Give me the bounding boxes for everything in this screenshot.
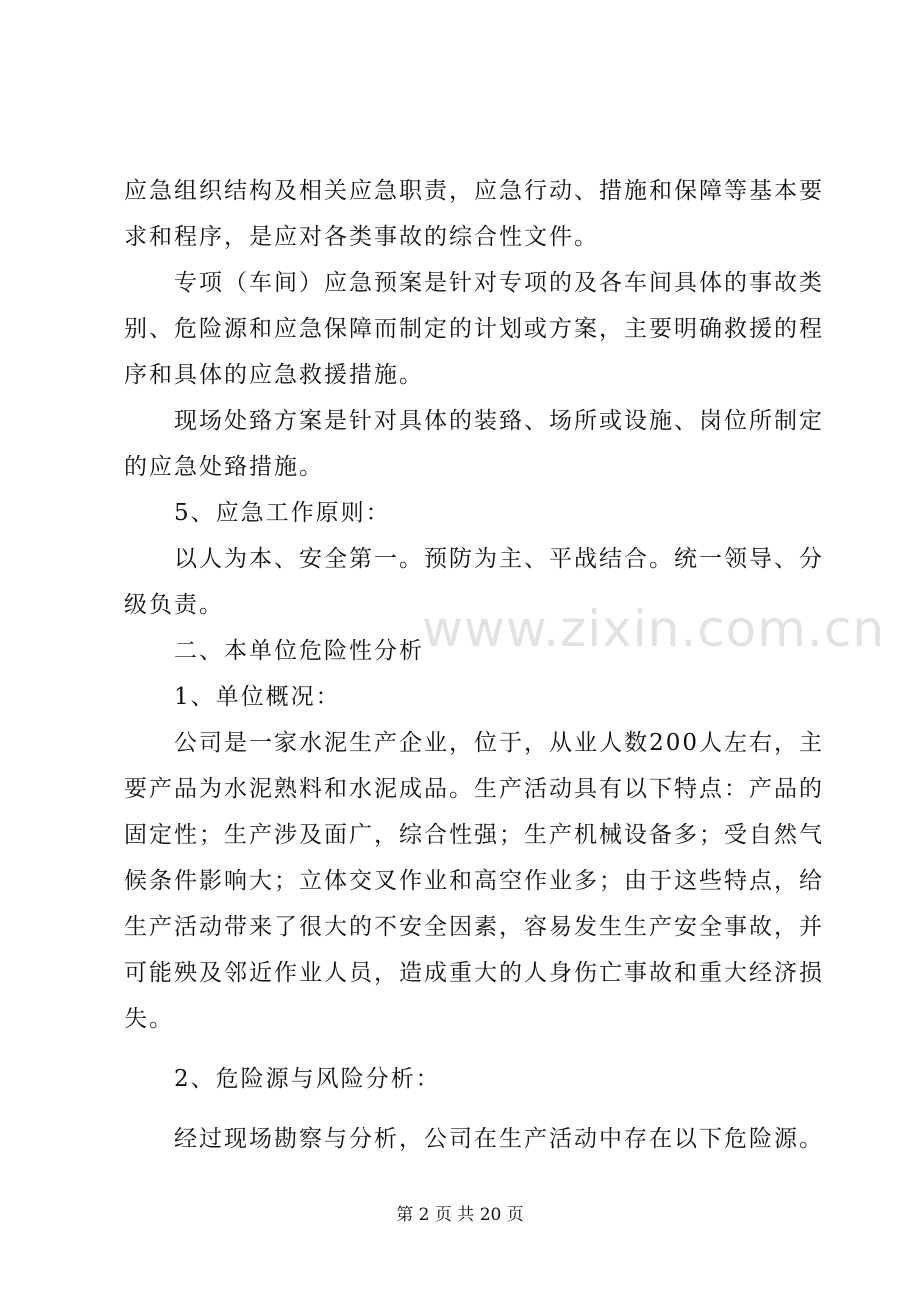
document-body [124, 168, 824, 1162]
page-number-footer: 第 2 页 共 20 页 [396, 1205, 524, 1225]
paragraph-hazard-intro: 经过现场勘察与分析，公司在生产活动中存在以下危险源。 [174, 1126, 824, 1152]
heading-hazard-analysis: 2、危险源与风险分析： [174, 1066, 441, 1092]
paragraph-company-overview: 公司是一家水泥生产企业，位于，从业人数200人左右，主要产品为水泥熟料和水泥成品。生产活动具有以下特点：产品的固定性；生产涉及面广，综合性强；生产机械设备多；受自然气候条件影响大；立体交叉作业和高空作业多；由于这些特点，给生产活动带来了很大的不安全因素，容易发生生产安全事故，并可能殃及邻近作业人员，造成重大的人身伤亡事故和重大经济损失。 [124, 730, 824, 1032]
paragraph-emergency-plan-continued: 应急组织结构及相关应急职责，应急行动、措施和保障等基本要求和程序，是应对各类事故的综合性文件。 [124, 178, 824, 250]
heading-unit-overview: 1、单位概况： [174, 684, 341, 710]
heading-section-two: 二、本单位危险性分析 [174, 638, 424, 664]
heading-emergency-principles: 5、应急工作原则： [174, 500, 391, 526]
paragraph-principles: 以人为本、安全第一。预防为主、平战结合。统一领导、分级负责。 [124, 546, 824, 618]
paragraph-onsite-plan: 现场处臵方案是针对具体的装臵、场所或设施、岗位所制定的应急处臵措施。 [124, 408, 824, 480]
watermark: www.zixin.com.cn [422, 600, 886, 658]
paragraph-special-plan: 专项（车间）应急预案是针对专项的及各车间具体的事故类别、危险源和应急保障而制定的计划或方案，主要明确救援的程序和具体的应急救援措施。 [124, 270, 824, 388]
